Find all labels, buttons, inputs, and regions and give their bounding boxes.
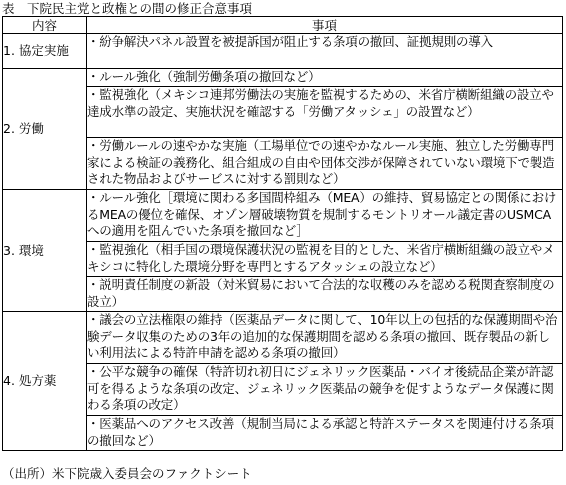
table-row (3, 416, 563, 451)
agreement-table (2, 16, 563, 451)
item-labor-monitoring: ・監視強化（メキシコ連邦労働法の実施を監視するための、米省庁横断組織の設立や達成水準の設定、実施状況を確認する「労働アタッシェ」の設置など） (87, 87, 563, 138)
item-labor-rules: ・ルール強化（強制労働条項の撤回など） (87, 69, 563, 87)
header-category: 内容 (3, 17, 87, 34)
table-row (3, 277, 563, 312)
item-environment-accountability: ・説明責任制度の新設（対米貿易において合法的な収穫のみを認める税関査察制度の設立） (87, 277, 563, 312)
item-environment-monitoring: ・監視強化（相手国の環境保護状況の監視を目的とした、米省庁横断組織の設立やメキシコに特化した環境分野を専門とするアタッシェの設立など） (87, 242, 563, 277)
table-row (3, 69, 563, 87)
item-drugs-fair-competition: ・公平な競争の確保（特許切れ初日にジェネリック医薬品・バイオ後続品企業が許認可を得るような条項の改定、ジェネリック医薬品の競争を促すようなデータ保護に関わる条項の改定） (87, 364, 563, 416)
table-row (3, 312, 563, 364)
category-environment: 3. 環境 (3, 190, 87, 312)
table-row (3, 138, 563, 190)
table-row (3, 87, 563, 138)
category-prescription-drugs: 4. 処方薬 (3, 312, 87, 451)
item-drugs-legislative-authority: ・議会の立法権限の維持（医薬品データに関して、10年以上の包括的な保護期間や治験データ収集のための3年の追加的な保護期間を認める条項の撤回、既存製品の新しい利用法による特許申請を認める条項の撤回） (87, 312, 563, 364)
table-row (3, 190, 563, 242)
table-row (3, 364, 563, 416)
table-header-row (3, 17, 563, 34)
table-row (3, 34, 563, 69)
table-row (3, 242, 563, 277)
item-implementation-dispute: ・紛争解決パネル設置を被提訴国が阻止する条項の撤回、証拠規則の導入 (87, 34, 563, 69)
item-environment-rules: ・ルール強化［環境に関わる多国間枠組み（MEA）の維持、貿易協定との関係におけるMEAの優位を確保、オゾン層破壊物質を規制するモントリオール議定書のUSMCAへの適用を阻んでいた条項を撤回など］ (87, 190, 563, 242)
category-labor: 2. 労働 (3, 69, 87, 190)
item-drugs-access: ・医薬品へのアクセス改善（規制当局による承認と特許ステータスを関連付ける条項の撤回など） (87, 416, 563, 451)
table-caption: 表 下院民主党と政権との間の修正合意事項 (2, 1, 253, 16)
category-implementation: 1. 協定実施 (3, 34, 87, 69)
item-labor-enforcement: ・労働ルールの速やかな実施（工場単位での速やかなルール実施、独立した労働専門家による検証の義務化、組合組成の自由や団体交渉が保障されていない環境下で製造された物品およびサービスに対する罰則など） (87, 138, 563, 190)
header-item: 事項 (87, 17, 563, 34)
source-note: （出所）米下院歳入委員会のファクトシート (2, 466, 252, 481)
